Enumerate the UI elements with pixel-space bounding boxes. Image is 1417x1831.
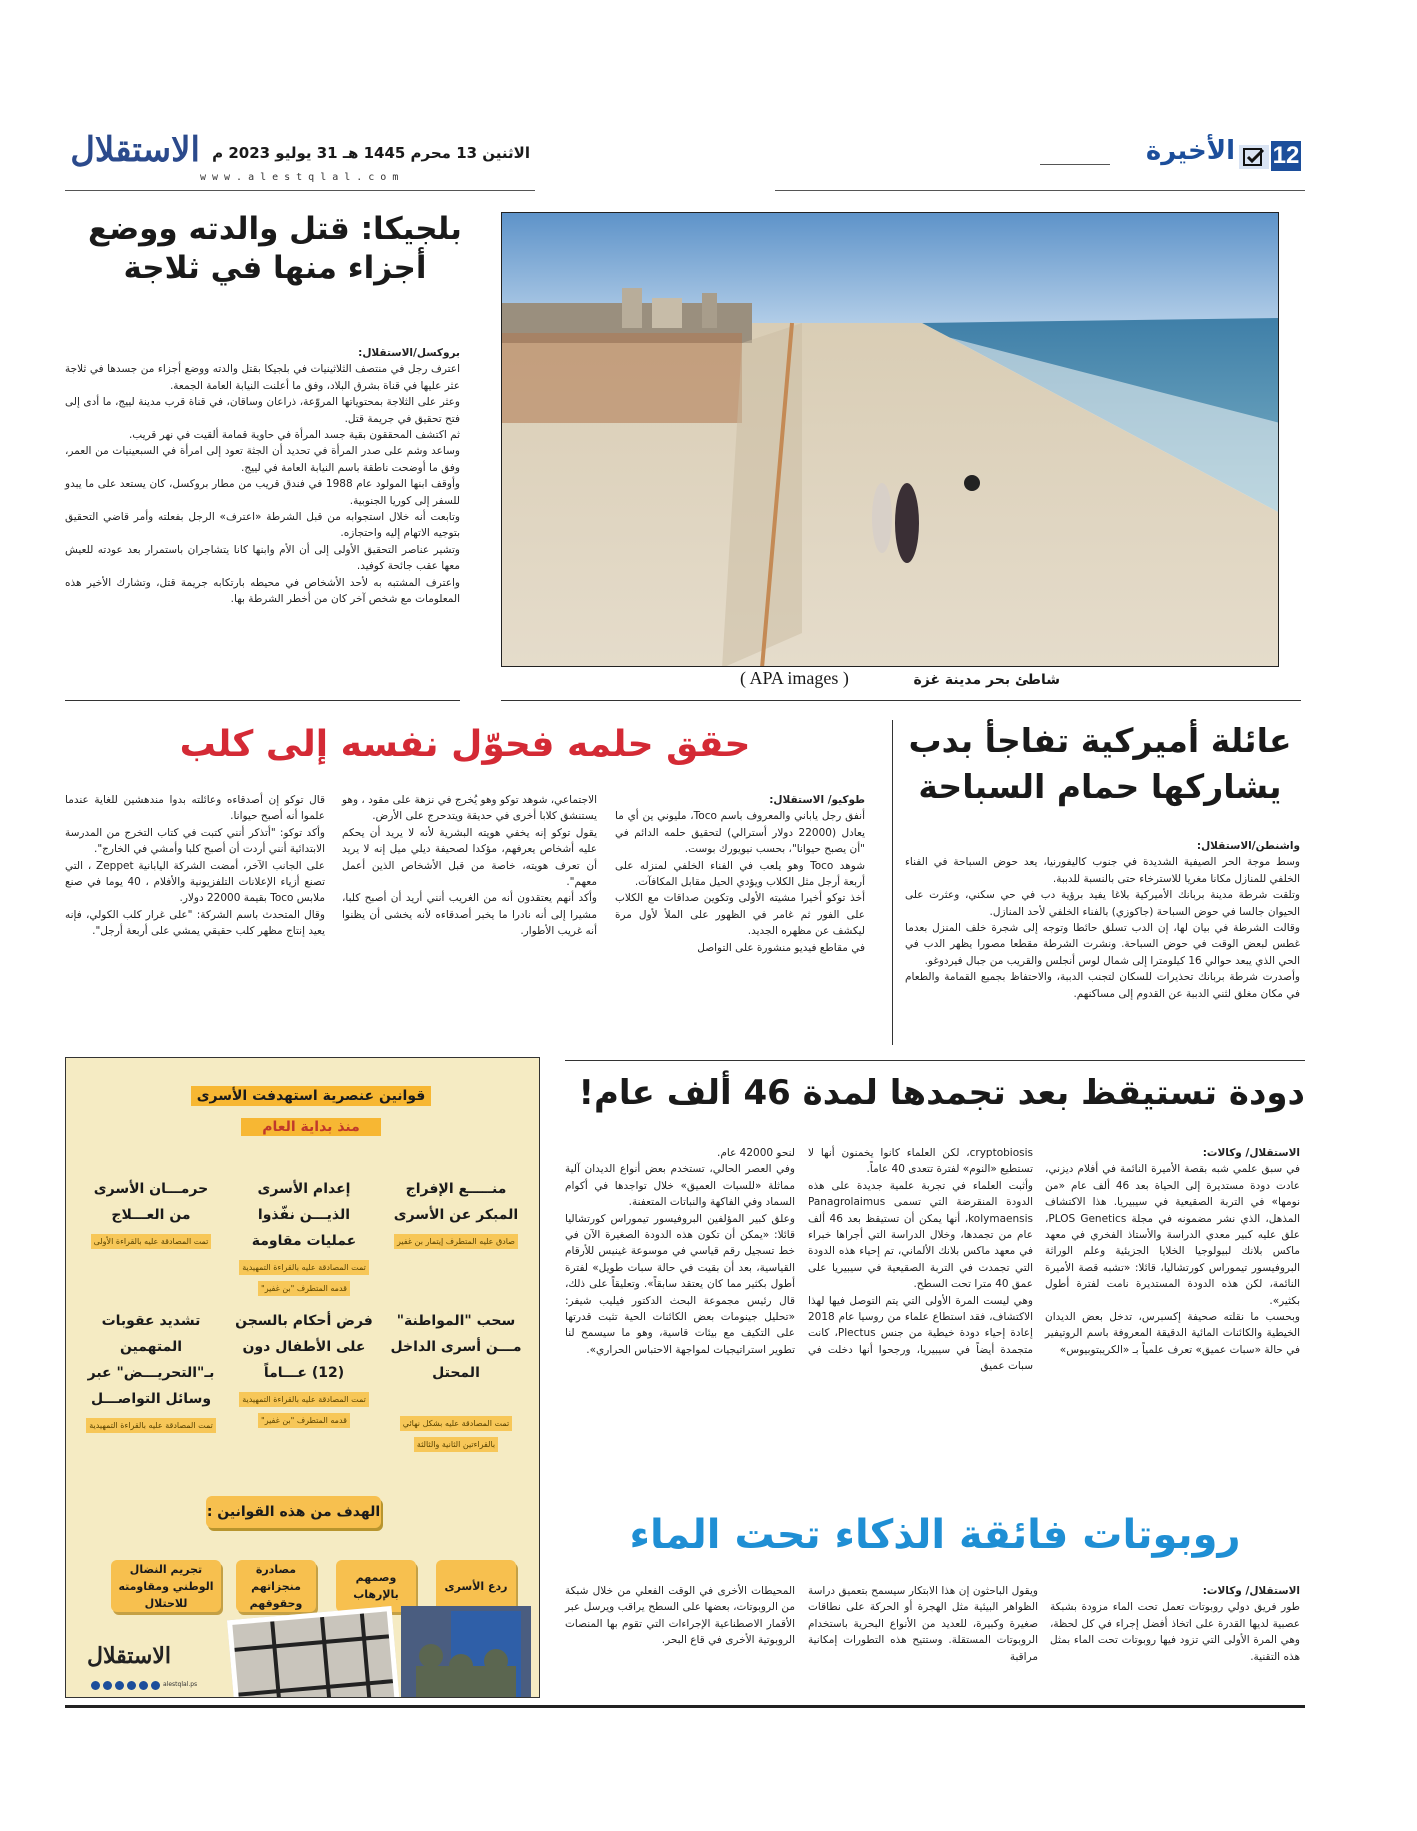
issue-date: الاثنين 13 محرم 1445 هـ 31 يوليو 2023 م [212, 144, 530, 162]
bear-paragraph: وأصدرت شرطة بربانك تحذيرات للسكان لتجنب الدببة، والاحتفاظ بجميع القمامة والطعام في مكان مغلق لثني الدببة عن القدوم إلى مساكنهم. [905, 971, 1300, 1000]
law-item [81, 1176, 221, 1249]
instagram-icon[interactable] [127, 1681, 136, 1690]
dog-paragraph: يقول توكو إنه يخفي هويته البشرية لأنه لا يريد أن يحكم عليه أشخاص يعرفهم، مؤكدا لصحيفة ديلي ميل إنه لا يريد أن تعرف هويته، خاصة من قبل الأشخاص الذين أعمل معهم". [342, 826, 597, 889]
dog-paragraph: شوهد Toco وهو يلعب في الفناء الخلفي لمنزله على أربعة أرجل مثل الكلاب ويؤدي الحيل مقابل المكافآت. [615, 859, 865, 889]
worm-paragraph: وهي ليست المرة الأولى التي يتم التوصل فيها لهذا الاكتشاف، فقد استطاع علماء من روسيا عام 2018 إعادة إحياء دودة خيطية من جنس Plectus، كانت متجمدة أيضاً في سيبيريا، ورجحوا أنها دخلت في سبات عميق [808, 1294, 1033, 1373]
divider [501, 700, 1301, 701]
goal-item: تجريم النضال الوطني ومقاومته للاحتلال [111, 1560, 221, 1612]
header-rule-left [65, 190, 535, 191]
dog-paragraph: على الجانب الآخر، أمضت الشركة اليابانية Zeppet ، التي تصنع أزياء الإعلانات التلفزيونية والأفلام ، 40 يوما في صنع ملابس Toco بقيمة 22000 دولار. [65, 859, 325, 905]
bear-paragraph: وسط موجة الحر الصيفية الشديدة في جنوب كاليفورنيا، يعد حوض السباحة في الفناء الخلفي للمنازل مكانا مغريا للاسترخاء حتى بالنسبة للدببة. [905, 856, 1300, 885]
worm-headline: دودة تستيقظ بعد تجمدها لمدة 46 ألف عام! [578, 1073, 1305, 1113]
robots-column-1 [1050, 1583, 1300, 1665]
dog-paragraph: الاجتماعي، شوهد توكو وهو يُخرج في نزهة على مقود ، وهو يستنشق كلابا أخرى في حديقة ويتدحرج على الأرض. [342, 794, 597, 823]
robots-dateline: الاستقلال/ وكالات: [1202, 1585, 1300, 1597]
law-item [81, 1308, 221, 1433]
worm-paragraph: cryptobiosis، لكن العلماء كانوا يخمنون أنها لا تستطيع «النوم» لفترة تتعدى 40 عاماً. [808, 1147, 1033, 1176]
column-divider [892, 720, 893, 1045]
robots-column-3 [565, 1583, 795, 1649]
checkmark-icon [1239, 145, 1269, 169]
section-title: الأخيرة [1145, 136, 1235, 166]
belgium-paragraph: وتابعت أنه خلال استجوابه من قبل الشرطة «اعترف» الرجل بفعلته وأمر قاضي التحقيق بتوجيه الاتهام إليه واحتجازه. [65, 511, 460, 540]
section-rule [1040, 164, 1110, 165]
prison-raid-photo [401, 1606, 531, 1698]
belgium-paragraph: وأوقف ابنها المولود عام 1988 في فندق قريب من مطار بروكسل، كان يستعد على ما يبدو للسفر إلى كوريا الجنوبية. [65, 478, 460, 507]
page-number: 12 [1272, 142, 1300, 169]
whatsapp-icon[interactable] [139, 1681, 148, 1690]
belgium-article [65, 345, 460, 608]
goals-title: الهدف من هذه القوانين : [206, 1496, 381, 1528]
dog-headline: حقق حلمه فحوّل نفسه إلى كلب [179, 724, 751, 765]
law-item [234, 1308, 374, 1428]
gaza-beach-photo [501, 212, 1279, 667]
law-note: تمت المصادقة عليه بالقراءة التمهيدية [239, 1260, 369, 1275]
bear-article [905, 838, 1300, 1002]
goal-item: ردع الأسرى [436, 1560, 516, 1612]
law-item [386, 1176, 526, 1249]
belgium-paragraph: ثم اكتشف المحققون بقية جسد المرأة في حاوية قمامة ألقيت في نهر قريب. [128, 429, 460, 442]
infographic-logo: الاستقلال [87, 1643, 171, 1669]
robots-headline: روبوتات فائقة الذكاء تحت الماء [629, 1512, 1241, 1558]
law-note: تمت المصادقة عليه بالقراءة التمهيدية [86, 1418, 216, 1433]
law-item [234, 1176, 374, 1296]
worm-paragraph: في سبق علمي شبه بقصة الأميرة النائمة في أفلام ديزني، عادت دودة مستديرة إلى الحياة بعد 46 ألف عام «من نومها» في التربة الصقيعية في سيبيريا. هذا الاكتشاف المذهل، الذي نشر مضمونه في مجلة PLOS Genetics، علق عليه كبير معدي الدراسة والأستاذ الفخري في معهد ماكس بلانك لبيولوجيا الخلايا الجزيئية وعلم الوراثة البروفيسور تيموراس كورتشاليا، قائلا: «تشبه قصة الأميرة النائمة، لكن هذه الدودة المستديرة نامت لفترة أطول بكثير». [1045, 1163, 1300, 1307]
worm-column-1 [1045, 1145, 1300, 1358]
photo-caption: شاطئ بحر مدينة غزة [913, 672, 1060, 688]
page-bottom-rule [65, 1705, 1305, 1708]
worm-paragraph: وعلق كبير المؤلفين البروفيسور تيموراس كورتشاليا قائلا: «يمكن أن تكون هذه الدودة الصغيرة الآن في خط تسجيل رقم قياسي في موسوعة غينيس للأرقام القياسية، بعد أن بقيت في حالة سبات طويل» لفترة أطول بكثير مما كان يعتقد سابقاً». وتعليقاً على ذلك، قال رئيس مجموعة البحث الدكتور فيليب شيفر: «تحليل جينومات بعض الكائنات الحية تثبت قدرتها على التكيف مع بيئات قاسية، وهو ما سيسمح لنا تطوير استراتيجيات لمواجهة الاحتباس الحراري». [565, 1212, 795, 1356]
belgium-paragraph: وعثر على الثلاجة بمحتوياتها المروّعة، ذراعان وساقان، في قناة قرب مدينة لييج، ما أدى إلى فتح تحقيق في جريمة قتل. [65, 396, 460, 425]
law-title: تشديد عقوبات المتهمين بـ"التحريـــض" عبر وسائل التواصـــل [87, 1313, 215, 1407]
worm-paragraph: وفي العصر الحالي، تستخدم بعض أنواع الديدان آلية مماثلة «للسبات العميق» خلال تواجدها في أكوام السماد وفي الفاكهة والنباتات المتعفنة. [565, 1163, 795, 1209]
robots-paragraph: المحيطات الأخرى في الوقت الفعلي من خلال شبكة من الروبوتات، بعضها على السطح يراقب ويرسل عبر الأقمار الاصطناعية الإجراءات التي تقوم بها المنصات الروبوتية الأخرى في قاع البحر. [565, 1585, 795, 1647]
social-handle: alestqlal.ps [163, 1681, 198, 1688]
dog-paragraph: في مقاطع فيديو منشورة على التواصل [697, 941, 865, 954]
worm-column-2 [808, 1145, 1033, 1375]
dog-paragraph: أخذ توكو أخيرا مشيته الأولى وتكوين صداقات مع الكلاب على الفور ثم غامر في الظهور على الملأ لأول مرة ليكشف عن مظهره الجديد. [615, 892, 865, 938]
law-title: حرمـــان الأسرى من العـــلاج [93, 1181, 209, 1223]
worm-dateline: الاستقلال/ وكالات: [1202, 1147, 1300, 1159]
law-note: تمت المصادقة عليه بالقراءة التمهيدية [239, 1392, 369, 1407]
dog-paragraph: وقال المتحدث باسم الشركة: "على غرار كلب الكولي، فإنه يعيد إنتاج مظهر كلب حقيقي يمشي على أربعة أرجل". [65, 908, 325, 938]
dog-paragraph: وأكد توكو: "أتذكر أنني كتبت في كتاب التخرج من المدرسة الابتدائية أنني أردت أن أصبح كلبا وأمشي في الخارج". [65, 826, 325, 856]
law-title: فرض أحكام بالسجن على الأطفال دون (12) عـــاماً [235, 1313, 373, 1381]
belgium-paragraph: واعترف المشتبه به لأحد الأشخاص في محيطه بارتكابه جريمة قتل، وتشارك الأخير هذه المعلومات مع شخص آخر كان من أخطر الشرطة بها. [65, 576, 460, 606]
dog-paragraph: أنفق رجل ياباني والمعروف باسم Toco، مليوني ين أي ما يعادل (22000 دولار أسترالي) لتحقيق حلمه الدائم في "أن يصبح حيوانا"، بحسب نيويورك بوست. [615, 810, 866, 856]
belgium-paragraph: وتشير عناصر التحقيق الأولى إلى أن الأم وابنها كانا يتشاجران باستمرار بعد عودته للعيش معها عقب جائحة كوفيد. [65, 543, 460, 573]
twitter-icon[interactable] [151, 1681, 160, 1690]
law-note: قدمه المتطرف "بن غفير" [258, 1281, 350, 1296]
robots-paragraph: طور فريق دولي روبوتات تعمل تحت الماء مزودة بشبكة عصبية لديها القدرة على اتخاذ أفضل إجراء في كل لحظة، وهي المرة الأولى التي تزود فيها روبوتات تحت الماء بمثل هذه التقنية. [1050, 1601, 1300, 1663]
law-title: إعدام الأسرى الذيـــن نفّذوا عمليات مقاومة [251, 1181, 357, 1249]
dog-dateline: طوكيو/ الاستقلال: [769, 794, 865, 806]
infographic-subtitle: منذ بداية العام [241, 1118, 381, 1136]
social-icons [91, 1681, 197, 1690]
goal-item: وصمهم بالإرهاب [336, 1560, 416, 1612]
worm-paragraph: لنحو 42000 عام. [717, 1147, 795, 1159]
law-title: سحب "المواطنة" مـــن أسرى الداخل المحتل [390, 1313, 522, 1381]
law-title: منـــــع الإفراج المبكر عن الأسرى [393, 1181, 519, 1223]
youtube-icon[interactable] [103, 1681, 112, 1690]
bear-paragraph: وقالت الشرطة في بيان لها، إن الدب تسلق حائطا وتوجه إلى شجرة خلف المنزل بعدما غطس لبعض الوقت في حوض السباحة. ونشرت الشرطة مقطعا مصورا يظهر الدب في الحي الذي يبعد حوالي 16 كيلومترا إلى شمال لوس أنجلس والقريب من جبال فيردوغو. [905, 922, 1300, 967]
website-link[interactable]: www.alestqlal.com [200, 172, 405, 183]
dog-column-3 [65, 792, 325, 940]
telegram-icon[interactable] [91, 1681, 100, 1690]
worm-paragraph: وأثبت العلماء في تجربة علمية جديدة على هذه الدودة المنقرضة التي تسمى Panagrolaimus kolymaensis، أنها يمكن أن تستيقظ بعد 46 ألف عام من تجمدها، وخلال الدراسة التي أجراها خبراء في معهد ماكس بلانك الألماني، تم إحياء هذه الدودة التي تجمدت في التربة الصقيعية في سيبيريا على عمق 40 مترا تحت السطح. [808, 1179, 1033, 1291]
dog-paragraph: قال توكو إن أصدقاءه وعائلته بدوا مندهشين للغاية عندما علموا أنه أصبح حيوانا. [65, 794, 325, 823]
law-note: تمت المصادقة عليه بالقراءة الأولى [91, 1234, 212, 1249]
belgium-paragraph: وساعد وشم على صدر المرأة في تحديد أن الجثة تعود إلى امرأة في السبعينيات من العمر، وفق ما أوضحت ناطقة باسم النيابة العامة في لييج. [65, 445, 460, 474]
law-note: تمت المصادقة عليه بشكل نهائي [400, 1416, 512, 1431]
belgium-dateline: بروكسل/الاستقلال: [358, 347, 460, 359]
header-rule-right [775, 190, 1305, 191]
bear-paragraph: وتلقت شرطة مدينة بربانك الأميركية بلاغا يفيد برؤية دب في حي سكني، وعثرت على الحيوان جالسا في حوض السباحة (جاكوزي) بالفناء الخلفي لأحد المنازل. [905, 889, 1300, 918]
dog-column-2 [342, 792, 597, 940]
prisoners-laws-infographic [65, 1057, 540, 1698]
law-item [386, 1308, 526, 1452]
belgium-paragraph: اعترف رجل في منتصف الثلاثينيات في بلجيكا بقتل والدته ووضع أجزاء من جسدها في ثلاجة عثر عليها في قناة بشرق البلاد، وفق ما أعلنت النيابة العامة الجمعة. [65, 363, 460, 392]
photo-credit: ( APA images ) [740, 668, 849, 688]
divider [65, 700, 460, 701]
prison-bars-photo [227, 1606, 400, 1698]
law-note: صادق عليه المتطرف إيتمار بن غفير [394, 1234, 518, 1249]
bear-dateline: واشنطن/الاستقلال: [1196, 840, 1300, 852]
goal-item: مصادرة منجزاتهم وحقوقهم [236, 1560, 316, 1612]
bear-headline: عائلة أميركية تفاجأ بدب يشاركها حمام السباحة [908, 721, 1292, 806]
robots-column-2 [808, 1583, 1038, 1665]
robots-paragraph: ويقول الباحثون إن هذا الابتكار سيسمح بتعميق دراسة الظواهر البيئية مثل الهجرة أو الحركة على نطاقات صغيرة وكبيرة، للعديد من الأنواع البحرية باستخدام الروبوتات المستقلة. وستتيح هذه التطورات إمكانية مراقبة [808, 1585, 1038, 1663]
belgium-headline: بلجيكا: قتل والدته ووضع أجزاء منها في ثلاجة [88, 211, 462, 286]
worm-column-3 [565, 1145, 795, 1358]
divider [565, 1060, 1305, 1061]
worm-paragraph: وبحسب ما نقلته صحيفة إكسبرس، تدخل بعض الديدان الخيطية والكائنات المائية الدقيقة المعروفة باسم الروتيفير في حالة «سبات عميق» تعرف علمياً بـ «الكريبتوبيوس» [1045, 1311, 1300, 1356]
infographic-title: قوانين عنصرية استهدفت الأسرى [191, 1086, 431, 1106]
facebook-icon[interactable] [115, 1681, 124, 1690]
law-note: قدمه المتطرف "بن غفير" [258, 1413, 350, 1428]
dog-column-1 [615, 792, 865, 956]
dog-paragraph: وأكد أنهم يعتقدون أنه من الغريب أنني أريد أن أصبح كلبا، مشيرا إلى أنه نادرا ما يخبر أصدقاءه لأنه يخشى أن يظنوا أنه غريب الأطوار. [342, 892, 597, 938]
newspaper-logo: الاستقلال [70, 130, 200, 170]
law-note: بالقراءتين الثانية والثالثة [414, 1437, 498, 1452]
